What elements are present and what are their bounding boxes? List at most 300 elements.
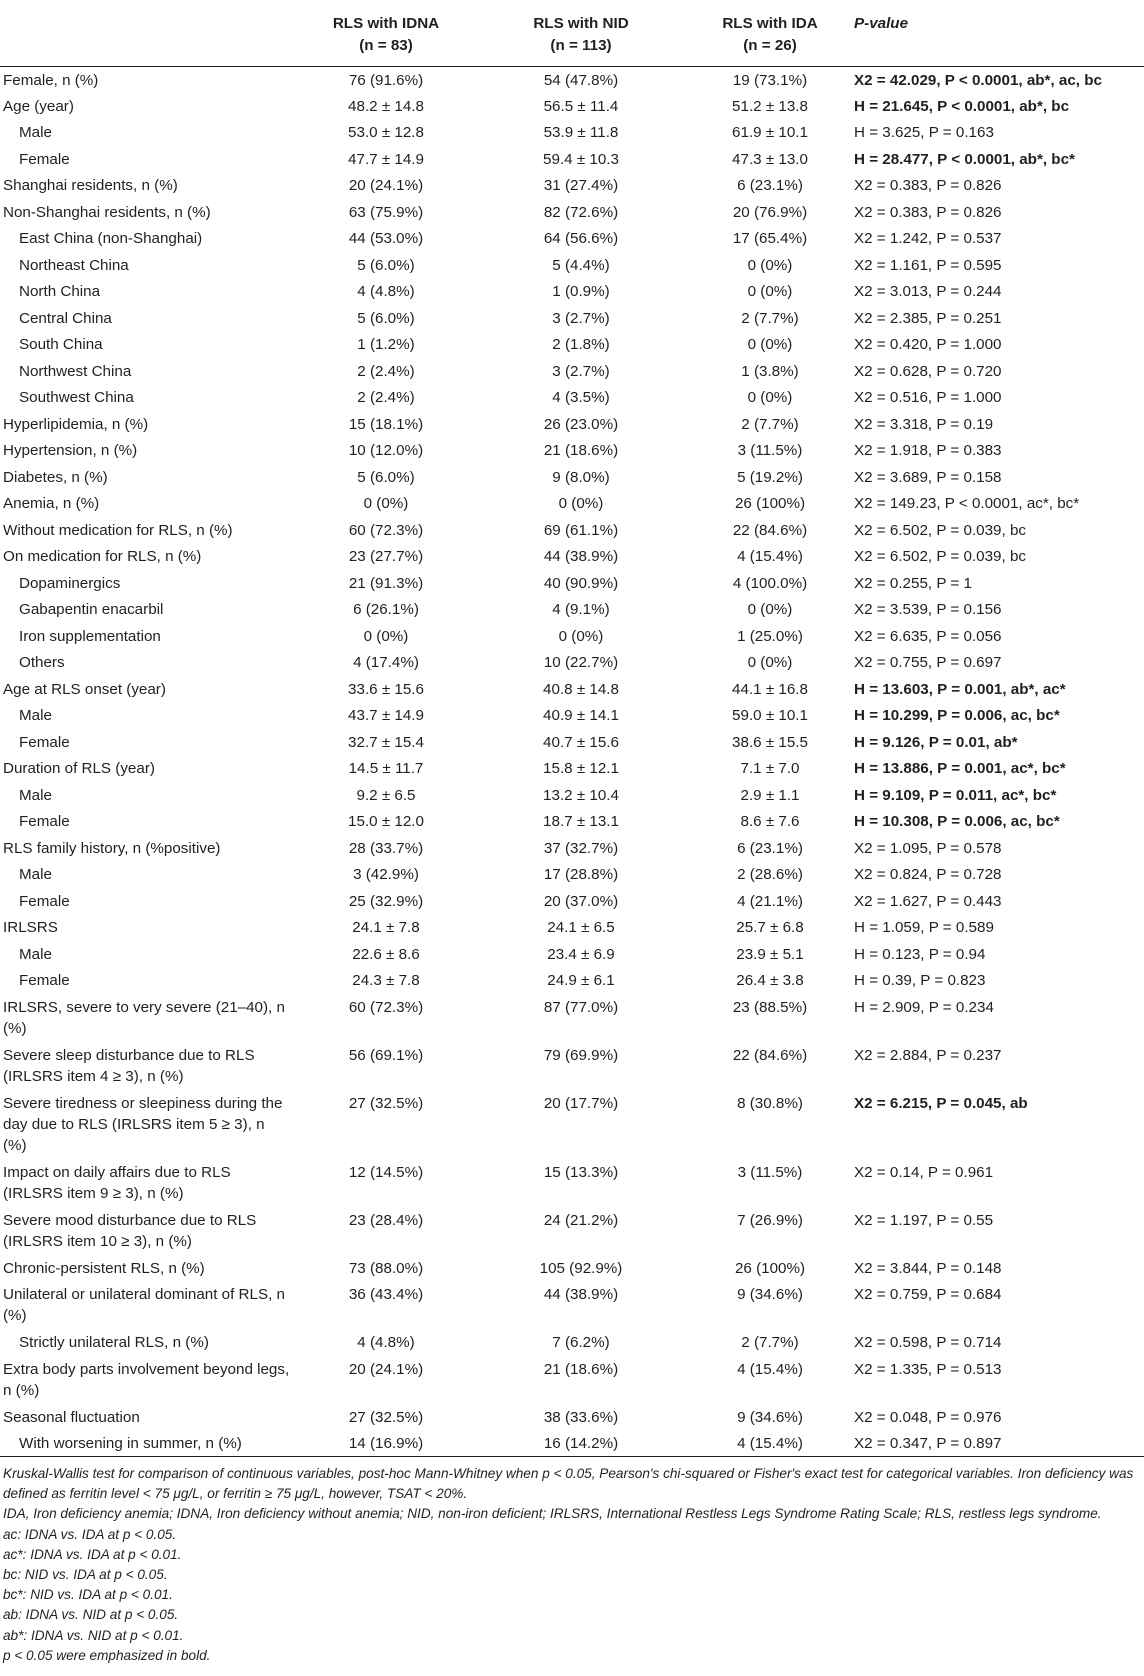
table-row (0, 623, 1144, 650)
row-label: Severe tiredness or sleepiness during the day due to RLS (IRLSRS item 5 ≥ 3), n (%) (3, 1094, 283, 1154)
table-row (0, 861, 1144, 888)
row-label: Duration of RLS (year) (3, 760, 155, 777)
footnote: ab: IDNA vs. NID at p < 0.05. (3, 1607, 179, 1623)
cell-idna: 24.3 ± 7.8 (352, 972, 420, 989)
row-label: Without medication for RLS, n (%) (3, 521, 233, 539)
cell-idna: 14 (16.9%) (348, 1435, 424, 1452)
cell-nid: 4 (9.1%) (552, 601, 610, 618)
row-label: Male (19, 124, 52, 141)
cell-pvalue: X2 = 2.385, P = 0.251 (854, 309, 1002, 327)
row-label: Female (19, 813, 70, 830)
row-label: Southwest China (19, 389, 134, 406)
cell-idna: 23 (27.7%) (348, 548, 424, 565)
row-label: Age at RLS onset (year) (3, 680, 166, 698)
cell-idna: 5 (6.0%) (357, 309, 415, 327)
cell-nid: 40.7 ± 15.6 (543, 733, 619, 751)
cell-nid: 87 (77.0%) (543, 998, 619, 1016)
row-label: RLS family history, n (%positive) (3, 839, 221, 857)
cell-ida: 2.9 ± 1.1 (740, 786, 800, 804)
cell-ida: 2 (7.7%) (741, 1334, 799, 1351)
cell-idna: 73 (88.0%) (348, 1259, 424, 1277)
cell-nid: 21 (18.6%) (543, 442, 619, 459)
table-row (0, 755, 1144, 782)
cell-ida: 2 (7.7%) (741, 415, 799, 433)
cell-idna: 4 (17.4%) (353, 654, 419, 671)
cell-pvalue: X2 = 1.627, P = 0.443 (854, 892, 1002, 910)
cell-nid: 54 (47.8%) (543, 71, 619, 89)
cell-nid: 44 (38.9%) (543, 1286, 619, 1303)
cell-idna: 27 (32.5%) (348, 1408, 424, 1426)
table-row (0, 649, 1144, 676)
footnote: ac: IDNA vs. IDA at p < 0.05. (3, 1526, 177, 1542)
cell-nid: 26 (23.0%) (543, 415, 619, 433)
cell-ida: 38.6 ± 15.5 (732, 733, 808, 751)
cell-nid: 40.9 ± 14.1 (543, 707, 619, 724)
cell-idna: 24.1 ± 7.8 (352, 919, 420, 936)
cell-ida: 4 (21.1%) (737, 892, 803, 910)
cell-pvalue: H = 9.126, P = 0.01, ab* (854, 733, 1018, 751)
cell-pvalue: X2 = 3.013, P = 0.244 (854, 283, 1002, 300)
cell-nid: 40.8 ± 14.8 (543, 680, 619, 698)
cell-pvalue: X2 = 0.516, P = 1.000 (854, 389, 1002, 406)
table-row (0, 1281, 1144, 1329)
cell-idna: 14.5 ± 11.7 (348, 760, 424, 777)
cell-ida: 6 (23.1%) (737, 839, 803, 857)
table-row (0, 994, 1144, 1042)
cell-pvalue: X2 = 1.242, P = 0.537 (854, 230, 1002, 247)
cell-nid: 3 (2.7%) (552, 362, 610, 380)
cell-ida: 7.1 ± 7.0 (740, 760, 800, 777)
cell-ida: 4 (15.4%) (737, 548, 803, 565)
cell-pvalue: X2 = 0.824, P = 0.728 (854, 866, 1002, 883)
table-row (0, 331, 1144, 358)
cell-idna: 20 (24.1%) (348, 1360, 424, 1378)
cell-ida: 61.9 ± 10.1 (732, 124, 808, 141)
cell-ida: 22 (84.6%) (732, 1046, 808, 1064)
cell-idna: 2 (2.4%) (357, 362, 415, 380)
cell-pvalue: H = 28.477, P < 0.0001, ab*, bc* (854, 150, 1075, 168)
row-label: Female (19, 972, 70, 989)
table-row (0, 808, 1144, 835)
cell-pvalue: H = 3.625, P = 0.163 (854, 124, 994, 141)
cell-pvalue: X2 = 1.161, P = 0.595 (854, 256, 1002, 274)
table-row (0, 835, 1144, 862)
table-row (0, 517, 1144, 544)
cell-idna: 4 (4.8%) (357, 1334, 415, 1351)
row-label: Female (19, 733, 70, 751)
cell-ida: 25.7 ± 6.8 (736, 919, 804, 936)
table-row (0, 782, 1144, 809)
header-pvalue: P-value (854, 15, 909, 32)
cell-pvalue: X2 = 1.918, P = 0.383 (854, 442, 1002, 459)
cell-nid: 9 (8.0%) (552, 468, 610, 486)
cell-idna: 48.2 ± 14.8 (348, 97, 424, 115)
cell-idna: 60 (72.3%) (348, 521, 424, 539)
row-label: South China (19, 336, 103, 353)
row-label: Severe mood disturbance due to RLS (IRLSRS item 10 ≥ 3), n (%) (3, 1211, 257, 1250)
cell-idna: 28 (33.7%) (348, 839, 424, 857)
table-row (0, 914, 1144, 941)
cell-pvalue: X2 = 0.347, P = 0.897 (854, 1435, 1002, 1452)
cell-nid: 16 (14.2%) (543, 1435, 619, 1452)
cell-nid: 3 (2.7%) (552, 309, 610, 327)
cell-nid: 56.5 ± 11.4 (543, 97, 619, 115)
footnote: bc: NID vs. IDA at p < 0.05. (3, 1567, 168, 1583)
row-label: Male (19, 866, 52, 883)
table-row (0, 543, 1144, 570)
cell-ida: 47.3 ± 13.0 (732, 150, 808, 168)
table-row (0, 464, 1144, 491)
cell-ida: 9 (34.6%) (737, 1408, 803, 1426)
row-label: Male (19, 707, 52, 724)
cell-nid: 0 (0%) (558, 627, 604, 645)
row-label: With worsening in summer, n (%) (19, 1435, 242, 1452)
table-footnotes (0, 1457, 1140, 1666)
row-label: Impact on daily affairs due to RLS (IRLSRS item 9 ≥ 3), n (%) (3, 1163, 231, 1202)
cell-pvalue: X2 = 6.635, P = 0.056 (854, 627, 1002, 645)
cell-pvalue: X2 = 2.884, P = 0.237 (854, 1046, 1002, 1064)
table-row (0, 1255, 1144, 1282)
cell-ida: 4 (15.4%) (737, 1435, 803, 1452)
cell-nid: 18.7 ± 13.1 (543, 813, 619, 830)
cell-ida: 0 (0%) (747, 389, 793, 406)
cell-ida: 44.1 ± 16.8 (732, 680, 808, 698)
row-label: Female (19, 150, 70, 168)
cell-nid: 44 (38.9%) (543, 548, 619, 565)
header-idna (296, 0, 476, 66)
cell-ida: 59.0 ± 10.1 (732, 707, 808, 724)
cell-idna: 15 (18.1%) (348, 415, 424, 433)
footnote: Kruskal-Wallis test for comparison of continuous variables, post-hoc Mann-Whitney when p < 0.05, Pearson's chi-squared or Fisher's exact test for categorical variables. Iron deficiency was defined as ferritin level < 75 μg/L, or ferritin ≥ 75 μg/L, however, TSAT < 20%. (3, 1466, 1134, 1502)
table-row (0, 199, 1144, 226)
cell-nid: 5 (4.4%) (552, 256, 610, 274)
row-label: Strictly unilateral RLS, n (%) (19, 1334, 209, 1351)
cell-idna: 47.7 ± 14.9 (348, 150, 424, 168)
table-row (0, 729, 1144, 756)
cell-ida: 23 (88.5%) (732, 998, 808, 1016)
cell-nid: 20 (17.7%) (543, 1094, 619, 1112)
header-idna-title: RLS with IDNA (332, 15, 440, 32)
header-variable (0, 0, 296, 66)
cell-idna: 9.2 ± 6.5 (356, 786, 416, 804)
cell-pvalue: X2 = 0.14, P = 0.961 (854, 1163, 994, 1181)
row-label: Anemia, n (%) (3, 495, 100, 512)
cell-nid: 10 (22.7%) (543, 654, 619, 671)
cell-idna: 5 (6.0%) (357, 468, 415, 486)
cell-pvalue: H = 0.123, P = 0.94 (854, 945, 986, 963)
table-row (0, 888, 1144, 915)
cell-idna: 63 (75.9%) (348, 203, 424, 221)
table-row (0, 490, 1144, 517)
row-label: Male (19, 786, 52, 804)
cell-nid: 64 (56.6%) (543, 230, 619, 247)
row-label: On medication for RLS, n (%) (3, 548, 202, 565)
cell-ida: 5 (19.2%) (737, 468, 803, 486)
cell-ida: 22 (84.6%) (732, 521, 808, 539)
cell-ida: 2 (28.6%) (737, 866, 803, 883)
cell-nid: 37 (32.7%) (543, 839, 619, 857)
table-row (0, 66, 1144, 93)
cell-idna: 32.7 ± 15.4 (348, 733, 424, 751)
header-nid (476, 0, 686, 66)
cell-idna: 56 (69.1%) (348, 1046, 424, 1064)
cell-pvalue: X2 = 0.628, P = 0.720 (854, 362, 1002, 380)
cell-pvalue: X2 = 6.502, P = 0.039, bc (854, 521, 1026, 539)
cell-pvalue: X2 = 1.095, P = 0.578 (854, 839, 1002, 857)
row-label: IRLSRS (3, 919, 58, 936)
cell-idna: 21 (91.3%) (348, 574, 424, 592)
cell-idna: 4 (4.8%) (357, 283, 415, 300)
cell-idna: 43.7 ± 14.9 (348, 707, 424, 724)
cell-pvalue: X2 = 0.759, P = 0.684 (854, 1286, 1002, 1303)
cell-pvalue: H = 10.299, P = 0.006, ac, bc* (854, 707, 1060, 724)
row-label: East China (non-Shanghai) (19, 230, 203, 247)
row-label: Central China (19, 309, 112, 327)
cell-pvalue: H = 0.39, P = 0.823 (854, 972, 986, 989)
cell-pvalue: X2 = 0.755, P = 0.697 (854, 654, 1002, 671)
cell-ida: 7 (26.9%) (737, 1211, 803, 1229)
row-label: Extra body parts involvement beyond legs, n (%) (3, 1360, 290, 1399)
cell-pvalue: X2 = 6.215, P = 0.045, ab (854, 1094, 1028, 1112)
table-body (0, 66, 1144, 1457)
table-row (0, 570, 1144, 597)
cell-idna: 44 (53.0%) (348, 230, 424, 247)
cell-idna: 53.0 ± 12.8 (348, 124, 424, 141)
header-ida-n: (n = 26) (743, 37, 797, 54)
cell-ida: 0 (0%) (747, 601, 793, 618)
cell-ida: 8 (30.8%) (737, 1094, 803, 1112)
footnote: bc*: NID vs. IDA at p < 0.01. (3, 1587, 173, 1603)
table-row (0, 146, 1144, 173)
cell-ida: 0 (0%) (747, 256, 793, 274)
cell-pvalue: X2 = 6.502, P = 0.039, bc (854, 548, 1026, 565)
cell-ida: 1 (3.8%) (741, 362, 799, 380)
cell-pvalue: X2 = 3.844, P = 0.148 (854, 1259, 1002, 1277)
cell-pvalue: X2 = 3.689, P = 0.158 (854, 468, 1002, 486)
row-label: North China (19, 283, 101, 300)
cell-idna: 36 (43.4%) (348, 1286, 424, 1303)
cell-idna: 3 (42.9%) (353, 866, 419, 883)
cell-pvalue: X2 = 0.598, P = 0.714 (854, 1334, 1002, 1351)
cell-nid: 24.9 ± 6.1 (547, 972, 615, 989)
cell-nid: 4 (3.5%) (552, 389, 610, 406)
table-row (0, 967, 1144, 994)
cell-nid: 53.9 ± 11.8 (543, 124, 619, 141)
cell-nid: 2 (1.8%) (552, 336, 610, 353)
cell-ida: 2 (7.7%) (741, 309, 799, 327)
table-row (0, 1430, 1144, 1457)
header-row (0, 0, 1144, 66)
row-label: Unilateral or unilateral dominant of RLS, n (%) (3, 1286, 285, 1324)
cell-ida: 0 (0%) (747, 336, 793, 353)
cell-nid: 17 (28.8%) (543, 866, 619, 883)
cell-ida: 8.6 ± 7.6 (740, 813, 800, 830)
table-row (0, 1404, 1144, 1431)
cell-pvalue: H = 21.645, P < 0.0001, ab*, bc (854, 97, 1070, 115)
cell-idna: 10 (12.0%) (348, 442, 424, 459)
cell-idna: 22.6 ± 8.6 (352, 945, 420, 963)
cell-idna: 27 (32.5%) (348, 1094, 424, 1112)
table-row (0, 93, 1144, 120)
cell-ida: 1 (25.0%) (737, 627, 803, 645)
cell-ida: 0 (0%) (747, 654, 793, 671)
cell-pvalue: X2 = 1.335, P = 0.513 (854, 1360, 1002, 1378)
cell-ida: 51.2 ± 13.8 (732, 97, 808, 115)
cell-pvalue: X2 = 0.048, P = 0.976 (854, 1408, 1002, 1426)
cell-ida: 20 (76.9%) (732, 203, 808, 221)
cell-idna: 15.0 ± 12.0 (348, 813, 424, 830)
cell-pvalue: H = 9.109, P = 0.011, ac*, bc* (854, 786, 1057, 804)
row-label: Male (19, 945, 52, 963)
cell-nid: 20 (37.0%) (543, 892, 619, 910)
cell-idna: 1 (1.2%) (357, 336, 415, 353)
row-label: Hypertension, n (%) (3, 442, 138, 459)
cell-nid: 82 (72.6%) (543, 203, 619, 221)
cell-idna: 0 (0%) (363, 495, 409, 512)
table-row (0, 1329, 1144, 1356)
row-label: Seasonal fluctuation (3, 1408, 140, 1426)
row-label: Female (19, 892, 70, 910)
cell-ida: 26.4 ± 3.8 (736, 972, 804, 989)
cell-idna: 33.6 ± 15.6 (348, 680, 424, 698)
cell-nid: 15 (13.3%) (543, 1163, 619, 1181)
cell-nid: 7 (6.2%) (552, 1334, 610, 1351)
cell-pvalue: H = 1.059, P = 0.589 (854, 919, 994, 936)
table-row (0, 305, 1144, 332)
table-header (0, 0, 1144, 66)
cell-nid: 38 (33.6%) (543, 1408, 619, 1426)
header-ida-title: RLS with IDA (722, 15, 818, 32)
cell-pvalue: X2 = 0.383, P = 0.826 (854, 203, 1002, 221)
header-idna-n: (n = 83) (359, 37, 413, 54)
cell-pvalue: X2 = 0.255, P = 1 (854, 574, 972, 592)
row-label: Others (19, 654, 65, 671)
cell-pvalue: X2 = 0.420, P = 1.000 (854, 336, 1002, 353)
cell-nid: 23.4 ± 6.9 (547, 945, 615, 963)
cell-pvalue: H = 13.886, P = 0.001, ac*, bc* (854, 760, 1066, 777)
row-label: Northwest China (19, 362, 132, 380)
cell-pvalue: X2 = 149.23, P < 0.0001, ac*, bc* (854, 495, 1080, 512)
cell-nid: 69 (61.1%) (543, 521, 619, 539)
footnote: IDA, Iron deficiency anemia; IDNA, Iron deficiency without anemia; NID, non-iron deficient; IRLSRS, International Restless Legs Syndrome Rating Scale; RLS, restless legs syndrome. (3, 1506, 1102, 1522)
cell-ida: 9 (34.6%) (737, 1286, 803, 1303)
cell-idna: 6 (26.1%) (353, 601, 419, 618)
table-row (0, 119, 1144, 146)
table-row (0, 358, 1144, 385)
cell-pvalue: H = 2.909, P = 0.234 (854, 998, 994, 1016)
cell-ida: 19 (73.1%) (732, 71, 808, 89)
table-row (0, 596, 1144, 623)
cell-pvalue: H = 13.603, P = 0.001, ab*, ac* (854, 680, 1066, 698)
table-row (0, 1042, 1144, 1090)
cell-ida: 4 (100.0%) (732, 574, 808, 592)
row-label: Dopaminergics (19, 574, 121, 592)
table-row (0, 1159, 1144, 1207)
cell-nid: 59.4 ± 10.3 (543, 150, 619, 168)
row-label: Diabetes, n (%) (3, 468, 108, 486)
cell-idna: 76 (91.6%) (348, 71, 424, 89)
cell-nid: 79 (69.9%) (543, 1046, 619, 1064)
cell-nid: 15.8 ± 12.1 (543, 760, 619, 777)
table-row (0, 702, 1144, 729)
cell-nid: 0 (0%) (558, 495, 604, 512)
cell-idna: 12 (14.5%) (348, 1163, 424, 1181)
table-row (0, 1356, 1144, 1404)
table-row (0, 278, 1144, 305)
row-label: Chronic-persistent RLS, n (%) (3, 1259, 205, 1277)
cell-nid: 13.2 ± 10.4 (543, 786, 619, 804)
cell-idna: 25 (32.9%) (348, 892, 424, 910)
row-label: IRLSRS, severe to very severe (21–40), n (%) (3, 998, 285, 1037)
table-row (0, 384, 1144, 411)
header-ida (686, 0, 854, 66)
table-row (0, 225, 1144, 252)
cell-pvalue: X2 = 0.383, P = 0.826 (854, 177, 1002, 194)
cell-nid: 21 (18.6%) (543, 1360, 619, 1378)
cell-idna: 23 (28.4%) (348, 1211, 424, 1229)
cell-nid: 1 (0.9%) (552, 283, 610, 300)
cell-pvalue: X2 = 1.197, P = 0.55 (854, 1211, 994, 1229)
cell-idna: 0 (0%) (363, 627, 409, 645)
row-label: Shanghai residents, n (%) (3, 177, 178, 194)
table-row (0, 411, 1144, 438)
row-label: Severe sleep disturbance due to RLS (IRLSRS item 4 ≥ 3), n (%) (3, 1046, 255, 1085)
header-nid-title: RLS with NID (533, 15, 629, 32)
footnote: p < 0.05 were emphasized in bold. (3, 1647, 211, 1663)
cell-pvalue: X2 = 42.029, P < 0.0001, ab*, ac, bc (854, 71, 1102, 89)
footnote: ac*: IDNA vs. IDA at p < 0.01. (3, 1546, 182, 1562)
cell-idna: 5 (6.0%) (357, 256, 415, 274)
header-nid-n: (n = 113) (550, 37, 612, 54)
cell-idna: 20 (24.1%) (348, 177, 424, 194)
cell-ida: 26 (100%) (734, 495, 806, 512)
cell-ida: 17 (65.4%) (732, 230, 808, 247)
cell-ida: 6 (23.1%) (737, 177, 803, 194)
cell-idna: 2 (2.4%) (357, 389, 415, 406)
table-row (0, 676, 1144, 703)
row-label: Iron supplementation (19, 627, 161, 645)
cell-nid: 105 (92.9%) (539, 1259, 623, 1277)
table-row (0, 252, 1144, 279)
row-label: Gabapentin enacarbil (19, 601, 164, 618)
table-row (0, 941, 1144, 968)
cell-nid: 24 (21.2%) (543, 1211, 619, 1229)
cell-nid: 31 (27.4%) (543, 177, 619, 194)
cell-ida: 23.9 ± 5.1 (736, 945, 804, 963)
cell-ida: 0 (0%) (747, 283, 793, 300)
cell-ida: 4 (15.4%) (737, 1360, 803, 1378)
row-label: Northeast China (19, 256, 129, 274)
table-row (0, 1090, 1144, 1159)
row-label: Female, n (%) (3, 71, 99, 89)
cell-pvalue: X2 = 3.318, P = 0.19 (854, 415, 994, 433)
cell-nid: 24.1 ± 6.5 (547, 919, 615, 936)
cell-pvalue: H = 10.308, P = 0.006, ac, bc* (854, 813, 1060, 830)
row-label: Hyperlipidemia, n (%) (3, 415, 149, 433)
cell-ida: 26 (100%) (734, 1259, 806, 1277)
cell-idna: 60 (72.3%) (348, 998, 424, 1016)
table-row (0, 1207, 1144, 1255)
cell-ida: 3 (11.5%) (737, 442, 803, 459)
cell-ida: 3 (11.5%) (737, 1163, 803, 1181)
table-row (0, 437, 1144, 464)
footnote: ab*: IDNA vs. NID at p < 0.01. (3, 1627, 184, 1643)
row-label: Non-Shanghai residents, n (%) (3, 203, 211, 221)
cell-pvalue: X2 = 3.539, P = 0.156 (854, 601, 1002, 618)
table-row (0, 172, 1144, 199)
row-label: Age (year) (3, 97, 74, 115)
cell-nid: 40 (90.9%) (543, 574, 619, 592)
